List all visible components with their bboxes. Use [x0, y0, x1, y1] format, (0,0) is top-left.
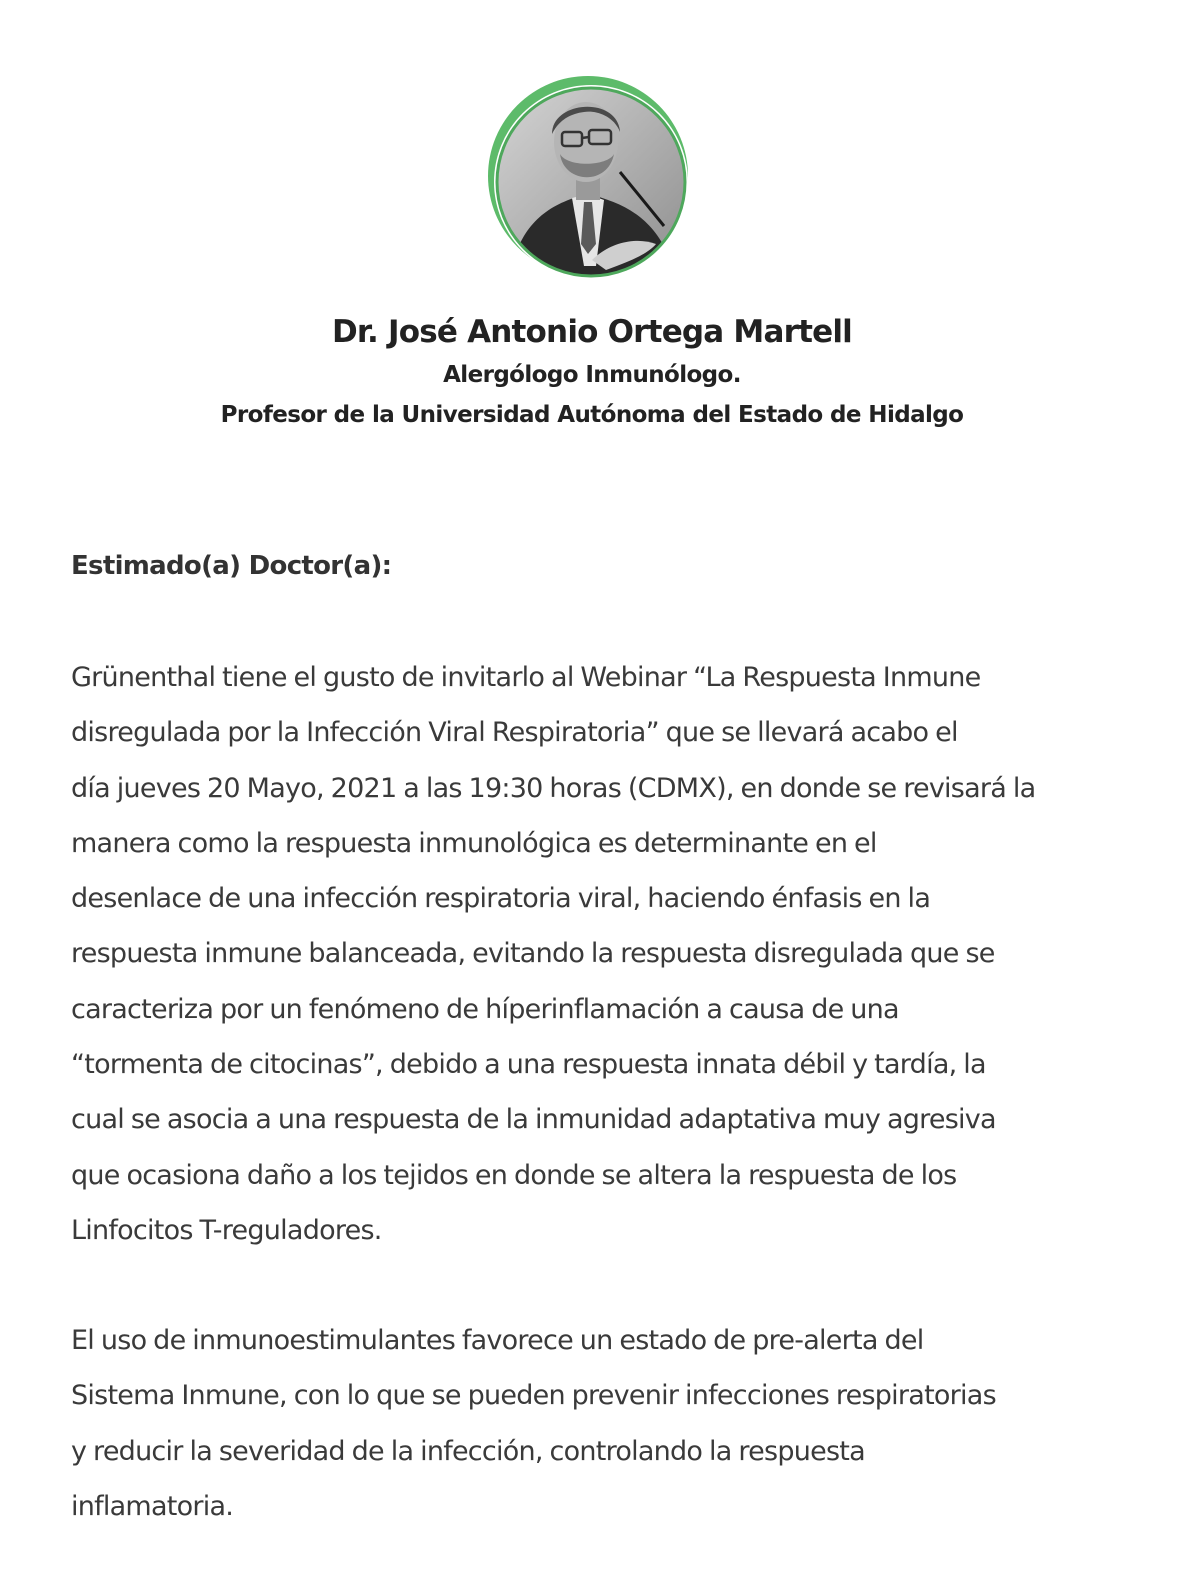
immunostimulants-paragraph — [71, 1313, 1131, 1534]
avatar — [488, 76, 698, 286]
paragraph-line: caracteriza por un fenómeno de híperinflamación a causa de una — [71, 993, 899, 1025]
speaker-header — [0, 0, 1184, 460]
speaker-role: Alergólogo Inmunólogo. — [443, 362, 741, 388]
speaker-photo — [488, 76, 698, 286]
letter-greeting: Estimado(a) Doctor(a): — [71, 551, 392, 581]
paragraph-line: El uso de inmunoestimulantes favorece un estado de pre-alerta del — [71, 1325, 924, 1356]
speaker-affiliation: Profesor de la Universidad Autónoma del Estado de Hidalgo — [220, 402, 964, 428]
paragraph-line: “tormenta de citocinas”, debido a una respuesta innata débil y tardía, la — [71, 1049, 986, 1081]
paragraph-line: Grünenthal tiene el gusto de invitarlo al Webinar “La Respuesta Inmune — [71, 662, 981, 693]
paragraph-line: y reducir la severidad de la infección, controlando la respuesta — [71, 1435, 865, 1467]
paragraph-line: disregulada por la Infección Viral Respiratoria” que se llevará acabo el — [71, 717, 958, 749]
paragraph-line: desenlace de una infección respiratoria viral, haciendo énfasis en la — [71, 883, 931, 915]
speaker-name: Dr. José Antonio Ortega Martell — [332, 314, 852, 350]
paragraph-line: Sistema Inmune, con lo que se pueden prevenir infecciones respiratorias — [71, 1380, 996, 1412]
paragraph-line: inflamatoria. — [71, 1490, 234, 1522]
paragraph-line: manera como la respuesta inmunológica es determinante en el — [71, 827, 877, 859]
paragraph-line: Linfocitos T-reguladores. — [71, 1214, 382, 1246]
invitation-paragraph — [71, 650, 1131, 1258]
paragraph-line: día jueves 20 Mayo, 2021 a las 19:30 horas (CDMX), en donde se revisará la — [71, 772, 1036, 804]
paragraph-line: que ocasiona daño a los tejidos en donde se altera la respuesta de los — [71, 1159, 957, 1191]
paragraph-line: cual se asocia a una respuesta de la inmunidad adaptativa muy agresiva — [71, 1104, 996, 1136]
paragraph-line: respuesta inmune balanceada, evitando la respuesta disregulada que se — [71, 938, 995, 970]
